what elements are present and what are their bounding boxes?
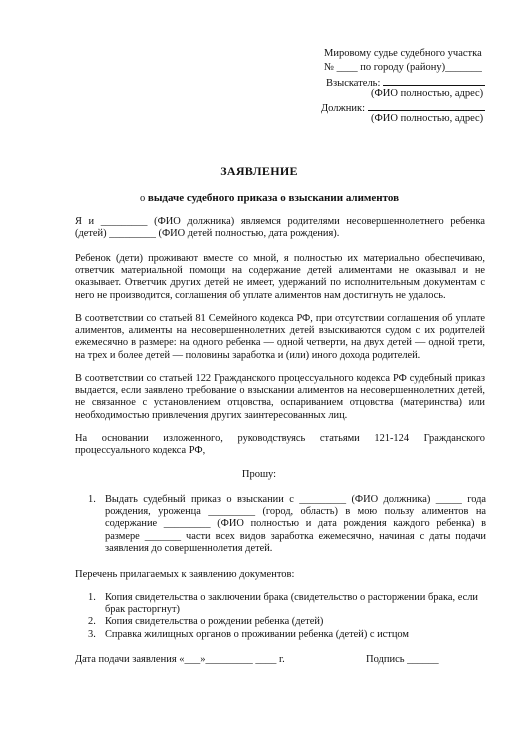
list-item-text: Копия свидетельства о рождении ребенка (детей) [105, 616, 324, 628]
list-item-number: 2. [88, 616, 96, 628]
list-item [90, 629, 486, 641]
claimant-hint: (ФИО полностью, адрес) [371, 88, 484, 99]
debtor-hint: (ФИО полностью, адрес) [371, 113, 484, 124]
signature-line: Подпись ______ [366, 654, 439, 665]
paragraph-basis: На основании изложенного, руководствуясь статьями 121-124 Гражданского процессуального кодекса РФ, [75, 433, 485, 457]
paragraph-residence: Ребенок (дети) проживают вместе со мной, я полностью их материально обеспечиваю, ответчик материальной помощи на содержание детей алиментами не оказывал и не оказывает. Ответчик других детей не имеет, удержаний по исполнительным документам с него не производится, соглашения об уплате алиментов нам достигнуть не удалось. [75, 253, 485, 301]
request-heading: Прошу: [241, 469, 277, 480]
list-item-number: 3. [88, 628, 96, 640]
court-number-line: № ____ по городу (району)_______ [324, 62, 482, 73]
subtitle-text: выдаче судебного приказа о взыскании алиментов [147, 192, 400, 204]
attachments-list [90, 592, 486, 641]
addressee: Мировому судье судебного участка [324, 48, 482, 59]
request-list [90, 494, 486, 555]
list-item [90, 592, 486, 616]
submission-date-line: Дата подачи заявления «___»_________ ____ г. [75, 654, 285, 665]
subtitle-prefix: о [140, 193, 146, 204]
list-item-text: Копия свидетельства о заключении брака (свидетельство о расторжении брака, если брак расторгнут) [105, 592, 478, 616]
paragraph-article-122: В соответствии со статьей 122 Гражданского процессуального кодекса РФ судебный приказ выдается, если заявлено требование о взыскании алиментов на несовершеннолетних детей, не связанное с установлением отцовства, оспариванием отцовства (материнства) или необходимостью привлечения других заинтересованных лиц. [75, 373, 485, 421]
list-item-text: Справка жилищных органов о проживании ребенка (детей) с истцом [105, 628, 409, 640]
document-subtitle [140, 192, 399, 205]
list-item-number: 1. [88, 494, 96, 505]
attachments-heading: Перечень прилагаемых к заявлению документов: [75, 569, 295, 580]
list-item-number: 1. [88, 592, 96, 603]
document-title: ЗАЯВЛЕНИЕ [220, 164, 298, 178]
debtor-blank [368, 100, 485, 111]
paragraph-article-81: В соответствии со статьей 81 Семейного кодекса РФ, при отсутствии соглашения об уплате алиментов, алименты на несовершеннолетних детей взыскиваются судом с их родителей ежемесячно в размере: на одного ребенка — одной четверти, на двух детей — одной трети, на трех и более детей — половины заработка и (или) иного дохода родителей. [75, 313, 485, 361]
list-item [90, 616, 486, 628]
debtor-label: Должник: [321, 103, 368, 114]
claimant-label: Взыскатель: [326, 78, 384, 89]
claimant-blank [383, 75, 485, 86]
list-item-text: Выдать судебный приказ о взыскании с _________ (ФИО должника) _____ года рождения, уроженца _________ (город, область) в мою пользу алиментов на содержание _________ (ФИО полностью и дата рождения каждого ребенка) в размере _______ части всех видов заработка ежемесячно, начиная с даты подачи заявления до совершеннолетия детей. [105, 494, 486, 554]
paragraph-parents: Я и _________ (ФИО должника) являемся родителями несовершеннолетнего ребенка (детей) _________ (ФИО детей полностью, дата рождения). [75, 216, 485, 240]
list-item [90, 494, 486, 555]
